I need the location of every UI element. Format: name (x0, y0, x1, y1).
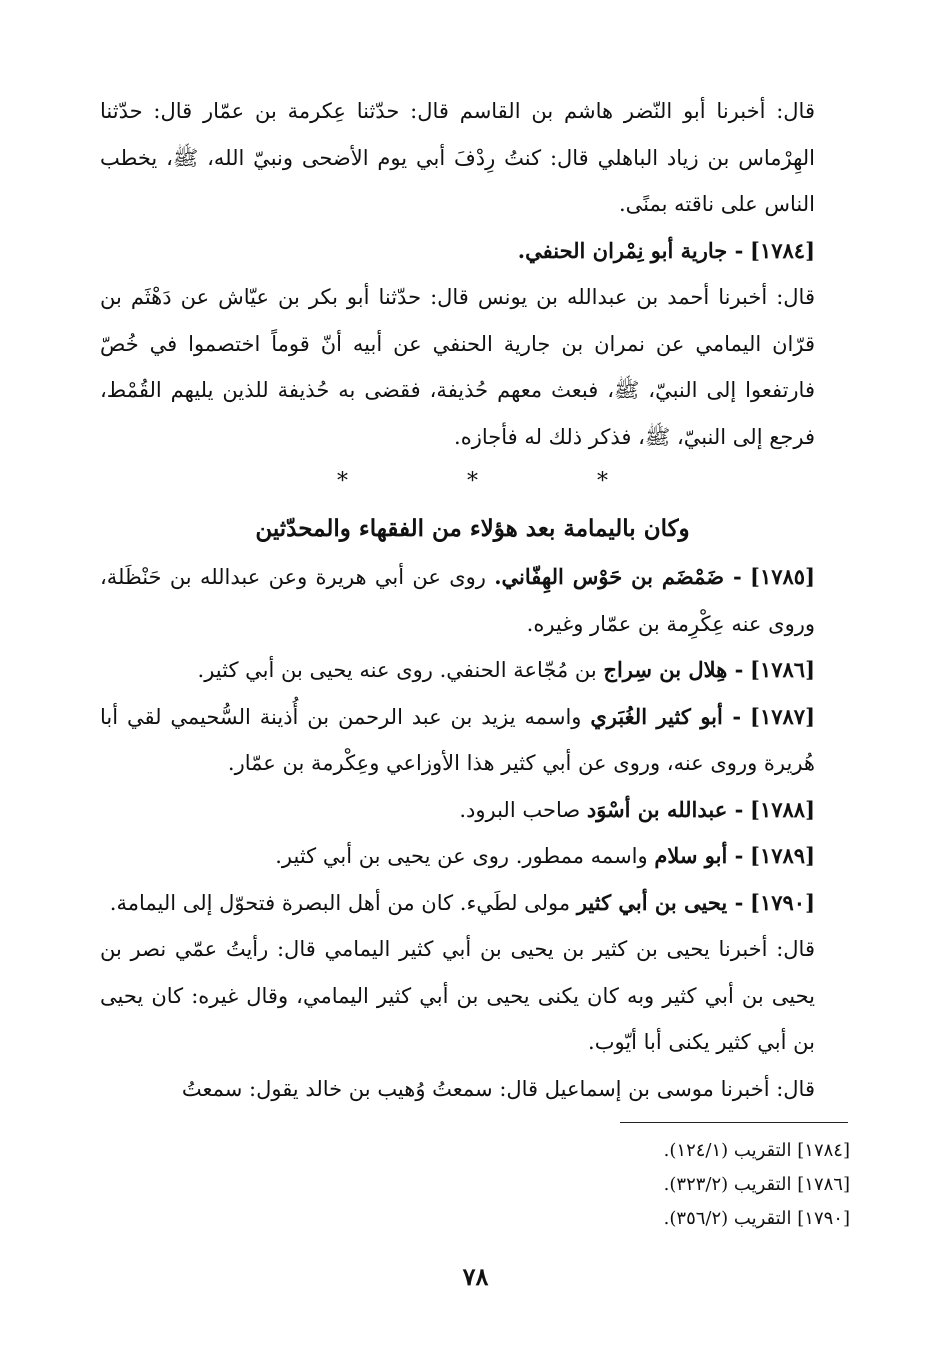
entry-number: [١٧٨٥] (750, 564, 815, 589)
entry-number: [١٧٨٩] (750, 843, 815, 868)
footnote-divider (620, 1122, 848, 1123)
entry-1790 (100, 880, 845, 927)
entry-1788 (100, 787, 845, 834)
main-text (100, 88, 845, 1112)
entry-text: روى عن أبي هريرة وعن عبدالله بن حَنْظَلة، وروى عنه عِكْرِمة بن عمّار وغيره. (100, 565, 815, 636)
entry-number: [١٧٩٠] (750, 889, 815, 915)
entry-text: صاحب البرود. (459, 797, 587, 822)
entry-1786 (100, 647, 845, 694)
entry-1784-number: [١٧٨٤] (750, 237, 815, 263)
entry-number: [١٧٨٦] (750, 657, 815, 682)
entry-text: مولى لطَيء. كان من أهل البصرة فتحوّل إلى اليمامة. (109, 890, 577, 915)
entry-name: - أبو كثير الغُبَري (590, 703, 742, 729)
entry-1789 (100, 833, 845, 880)
footnote-1784: [١٧٨٤] التقريب (١٢٤/١). (663, 1140, 850, 1161)
entry-text: واسمه يزيد بن عبد الرحمن بن أُذينة السُّحيمي لقي أبا هُريرة وروى عنه، وروى عن أبي كثير هذا الأوزاعي وعِكْرمة بن عمّار. (100, 704, 815, 775)
page-number: ٧٨ (462, 1262, 489, 1291)
entry-name: - هِلال بن سِراج (603, 657, 744, 682)
footnotes (560, 1134, 850, 1236)
entry-name: - أبو سلام (654, 843, 744, 868)
section-heading: وكان باليمامة بعد هؤلاء من الفقهاء والمحدّثين (255, 515, 690, 542)
entry-number: [١٧٨٧] (750, 703, 815, 729)
footnote-1790: [١٧٩٠] التقريب (٣٥٦/٢). (663, 1208, 850, 1229)
entry-text: واسمه ممطور. روى عن يحيى بن أبي كثير. (275, 844, 655, 868)
entry-1785 (100, 554, 845, 647)
entry-number: [١٧٨٨] (750, 796, 815, 822)
entry-text: بن مُجّاعة الحنفي. روى عنه يحيى بن أبي كثير. (197, 658, 604, 682)
entry-name: - ضَمْضَم بن حَوْس الهِفّاني. (494, 564, 742, 589)
entry-1784 (100, 228, 845, 275)
paragraph-hirmas-hadith: قال: أخبرنا أبو النّضر هاشم بن القاسم قال: حدّثنا عِكرمة بن عمّار قال: حدّثنا الهِرْماس بن زياد الباهلي قال: كنتُ رِدْفَ أبي يوم الأضحى ونبيّ الله، ﷺ، يخطب الناس على ناقته بمنًى. (100, 99, 815, 216)
entry-name: - عبدالله بن أسْوَد (586, 796, 744, 822)
paragraph-hudhayfa-hadith: قال: أخبرنا أحمد بن عبدالله بن يونس قال: حدّثنا أبو بكر بن عيّاش عن دَهْثَم بن قرّان اليمامي عن نمران بن جارية الحنفي عن أبيه أنّ قوماً اختصموا في خُصّ فارتفعوا إلى النبيّ، ﷺ، فبعث معهم حُذيفة، فقضى به حُذيفة للذين يليهم القُمْط، فرجع إلى النبيّ، ﷺ، فذكر ذلك له فأجازه. (100, 285, 815, 449)
section-separator: * * * (337, 469, 664, 494)
entry-name: - يحيى بن أبي كثير (576, 889, 744, 915)
paragraph-wuhayb: قال: أخبرنا موسى بن إسماعيل قال: سمعتُ وُهيب بن خالد يقول: سمعتُ (181, 1076, 815, 1101)
entry-1787 (100, 694, 845, 787)
paragraph-nasr-ibn-yahya: قال: أخبرنا يحيى بن كثير بن يحيى بن أبي كثير اليمامي قال: رأيتُ عمّي نصر بن يحيى بن أبي كثير وبه كان يكنى يحيى بن أبي كثير اليمامي، وقال غيره: كان يحيى بن أبي كثير يكنى أبا أيّوب. (100, 937, 815, 1054)
footnote-1786: [١٧٨٦] التقريب (٣٢٣/٢). (663, 1174, 850, 1195)
entry-1784-name: - جارية أبو نِمْران الحنفي. (517, 237, 744, 263)
